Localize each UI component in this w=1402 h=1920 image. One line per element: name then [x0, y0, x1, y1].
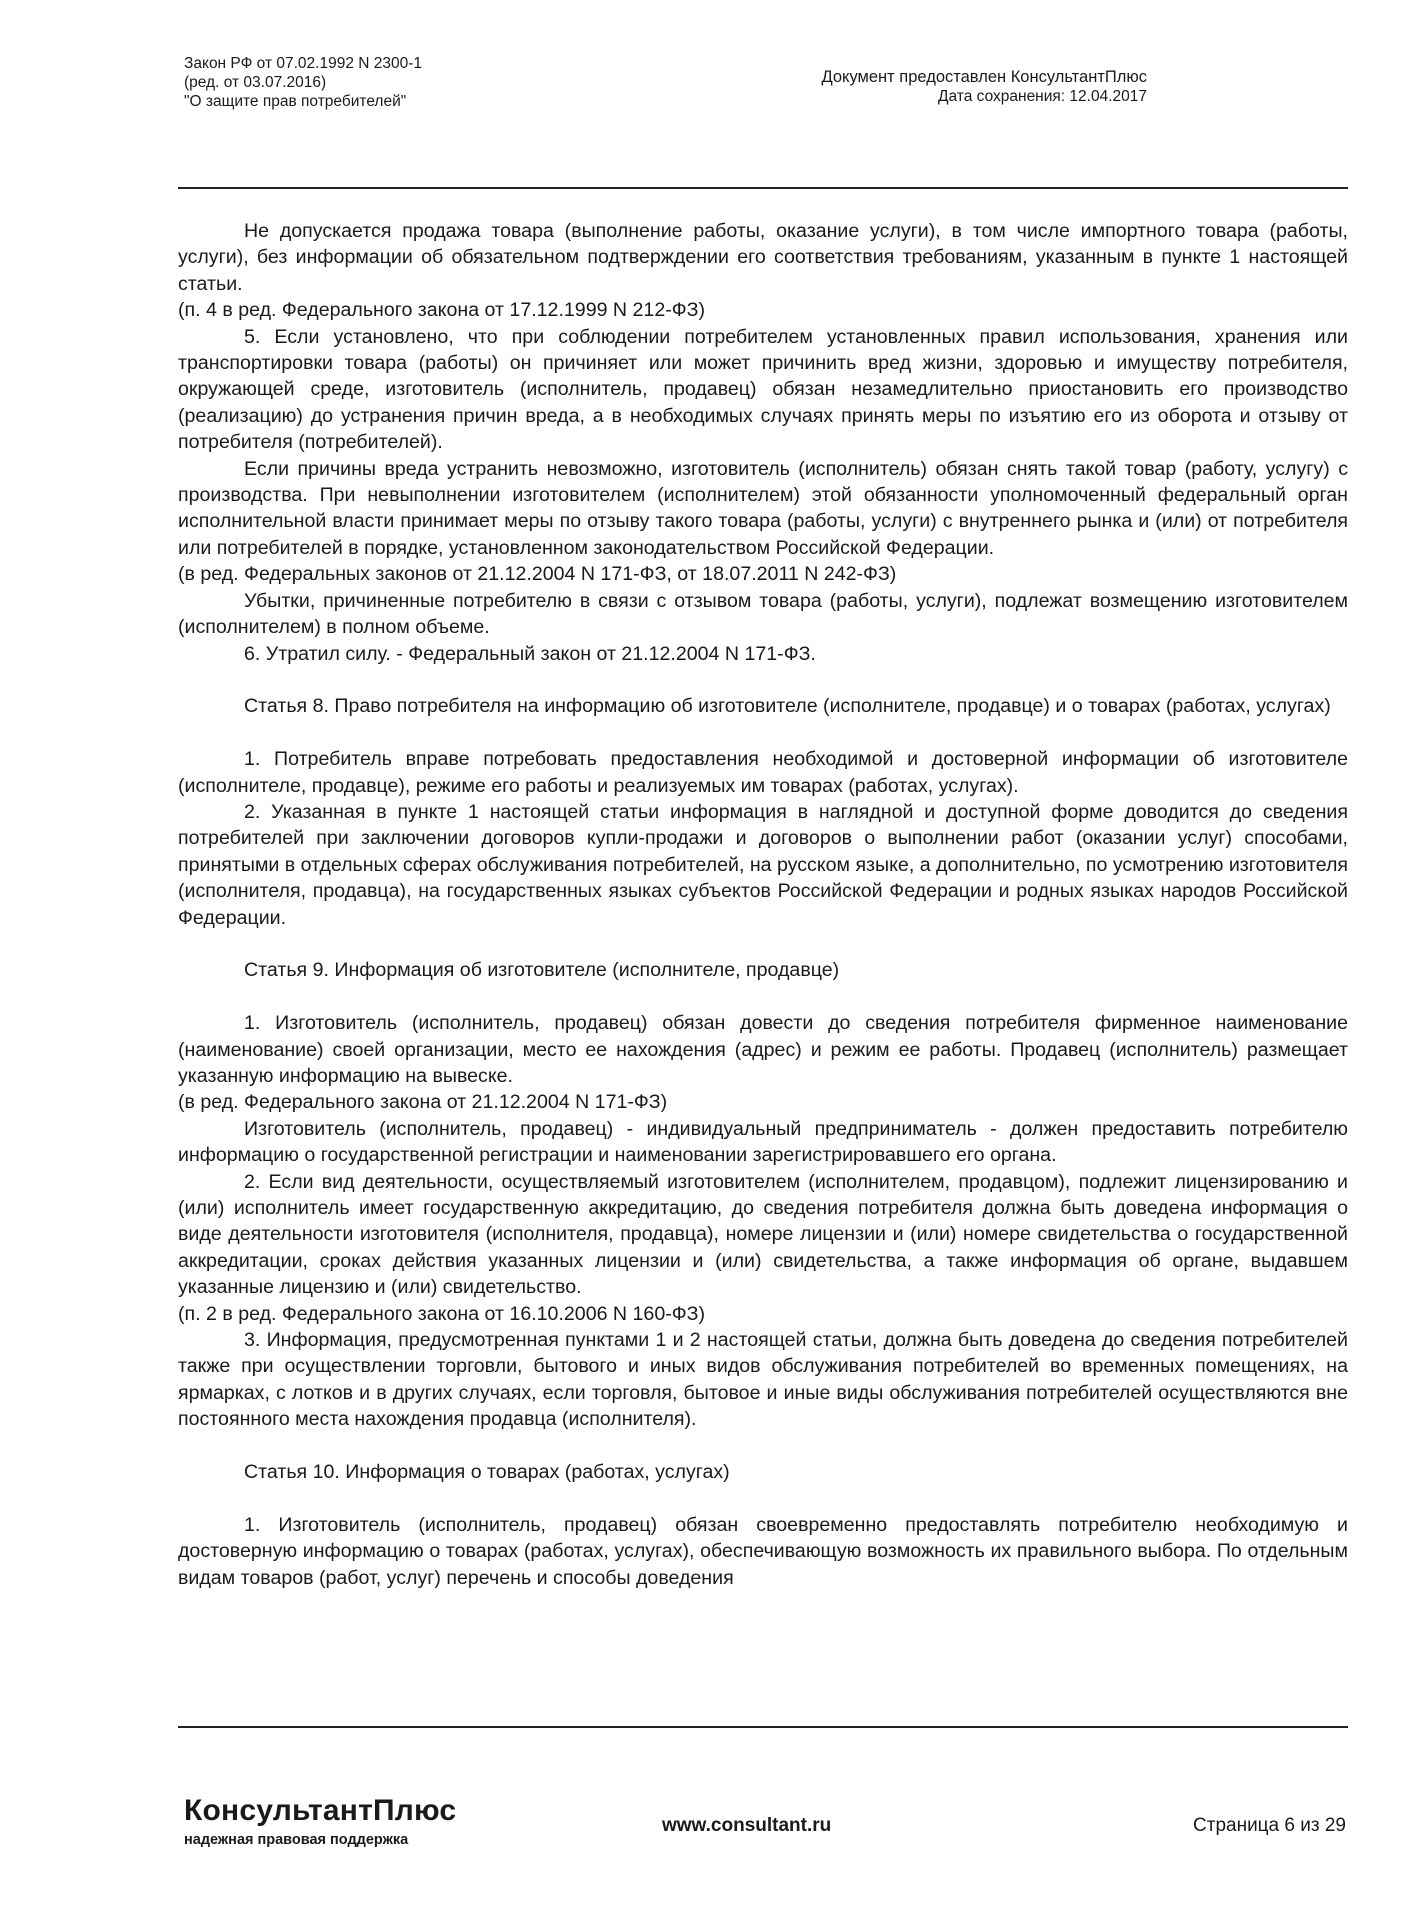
- brand-tagline: надежная правовая поддержка: [184, 1832, 409, 1848]
- document-citation: [184, 54, 422, 111]
- footer-divider: [178, 1726, 1348, 1728]
- paragraph: Статья 9. Информация об изготовителе (исполнителе, продавце): [244, 959, 840, 982]
- paragraph: 5. Если установлено, что при соблюдении потребителем установленных правил использования, хранения или транспортировки товара (работы) он причиняет или может причинить вред жизни, здоровью и имуществу потребителя, окружающей среде, изготовитель (исполнитель, продавец) обязан незамедлительно приостановить его производство (реализацию) до устранения причин вреда, а в необходимых случаях принять меры по изъятию его из оборота и отзыву от потребителя (потребителей).: [178, 325, 1348, 454]
- paragraph: Убытки, причиненные потребителю в связи с отзывом товара (работы, услуги), подлежат возмещению изготовителем (исполнителем) в полном объеме.: [178, 589, 1348, 639]
- brand-logo: КонсультантПлюс: [184, 1794, 457, 1827]
- paragraph: Статья 10. Информация о товарах (работах, услугах): [244, 1461, 730, 1484]
- citation-line: "О защите прав потребителей": [184, 93, 407, 110]
- provided-by: Документ предоставлен КонсультантПлюс: [821, 68, 1147, 86]
- blank-line: [178, 720, 1348, 746]
- page-number: Страница 6 из 29: [1193, 1815, 1346, 1836]
- paragraph: 2. Указанная в пункте 1 настоящей статьи информация в наглядной и доступной форме доводится до сведения потребителей при заключении договоров купли-продажи и договоров о выполнении работ (оказании услуг) способами, принятыми в отдельных сферах обслуживания потребителей, на русском языке, а дополнительно, по усмотрению изготовителя (исполнителя, продавца), на государственных языках субъектов Российской Федерации и родных языках народов Российской Федерации.: [178, 800, 1348, 929]
- blank-line: [178, 984, 1348, 1010]
- citation-line: (ред. от 03.07.2016): [184, 74, 327, 91]
- amendment-note: (в ред. Федеральных законов от 21.12.2004 N 171-ФЗ, от 18.07.2011 N 242-ФЗ): [178, 563, 897, 586]
- paragraph: 1. Изготовитель (исполнитель, продавец) обязан своевременно предоставлять потребителю необходимую и достоверную информацию о товарах (работах, услугах), обеспечивающую возможность их правильного выбора. По отдельным видам товаров (работ, услуг) перечень и способы доведения: [178, 1513, 1348, 1589]
- blank-line: [178, 1433, 1348, 1459]
- site-link[interactable]: www.consultant.ru: [662, 1815, 832, 1836]
- blank-line: [178, 931, 1348, 957]
- paragraph: Если причины вреда устранить невозможно, изготовитель (исполнитель) обязан снять такой товар (работу, услугу) с производства. При невыполнении изготовителем (исполнителем) этой обязанности уполномоченный федеральный орган исполнительной власти принимает меры по отзыву такого товара (работы, услуги) с внутреннего рынка и (или) от потребителя или потребителей в порядке, установленном законодательством Российской Федерации.: [178, 457, 1348, 559]
- paragraph: Статья 8. Право потребителя на информацию об изготовителе (исполнителе, продавце) и о товарах (работах, услугах): [244, 695, 1331, 718]
- paragraph: 1. Потребитель вправе потребовать предоставления необходимой и достоверной информации об изготовителе (исполнителе, продавце), режиме его работы и реализуемых им товарах (работах, услугах).: [178, 748, 1348, 797]
- provider-info: [822, 68, 1148, 106]
- paragraph: 3. Информация, предусмотренная пунктами 1 и 2 настоящей статьи, должна быть доведена до сведения потребителей также при осуществлении торговли, бытового и иных видов обслуживания потребителей во временных помещениях, на ярмарках, с лотков и в других случаях, если торговля, бытовое и иные виды обслуживания потребителей осуществляются вне постоянного места нахождения продавца (исполнителя).: [178, 1329, 1348, 1431]
- header-divider: [178, 187, 1348, 189]
- paragraph: Изготовитель (исполнитель, продавец) - индивидуальный предприниматель - должен предоставить потребителю информацию о государственной регистрации и наименовании зарегистрировавшего его органа.: [178, 1117, 1348, 1167]
- paragraph: 2. Если вид деятельности, осуществляемый изготовителем (исполнителем, продавцом), подлежит лицензированию и (или) исполнитель имеет государственную аккредитацию, до сведения потребителя должна быть доведена информация о виде деятельности изготовителя (исполнителя, продавца), номере лицензии и (или) номере свидетельства о государственной аккредитации, сроках действия указанных лицензии и (или) свидетельства, а также информация об органе, выдавшем указанные лицензию и (или) свидетельство.: [178, 1170, 1348, 1299]
- blank-line: [178, 667, 1348, 693]
- document-body: [178, 218, 1348, 1591]
- save-date: Дата сохранения: 12.04.2017: [938, 88, 1147, 105]
- amendment-note: (п. 4 в ред. Федерального закона от 17.12.1999 N 212-ФЗ): [178, 299, 705, 322]
- paragraph: Не допускается продажа товара (выполнение работы, оказание услуги), в том числе импортного товара (работы, услуги), без информации об обязательном подтверждении его соответствия требованиям, указанным в пункте 1 настоящей статьи.: [178, 220, 1348, 295]
- amendment-note: (в ред. Федерального закона от 21.12.2004 N 171-ФЗ): [178, 1091, 668, 1114]
- amendment-note: (п. 2 в ред. Федерального закона от 16.10.2006 N 160-ФЗ): [178, 1302, 705, 1325]
- paragraph: 1. Изготовитель (исполнитель, продавец) обязан довести до сведения потребителя фирменное наименование (наименование) своей организации, место ее нахождения (адрес) и режим ее работы. Продавец (исполнитель) размещает указанную информацию на вывеске.: [178, 1012, 1348, 1087]
- paragraph: 6. Утратил силу. - Федеральный закон от 21.12.2004 N 171-ФЗ.: [244, 642, 816, 665]
- blank-line: [178, 1485, 1348, 1511]
- citation-line: Закон РФ от 07.02.1992 N 2300-1: [184, 55, 423, 72]
